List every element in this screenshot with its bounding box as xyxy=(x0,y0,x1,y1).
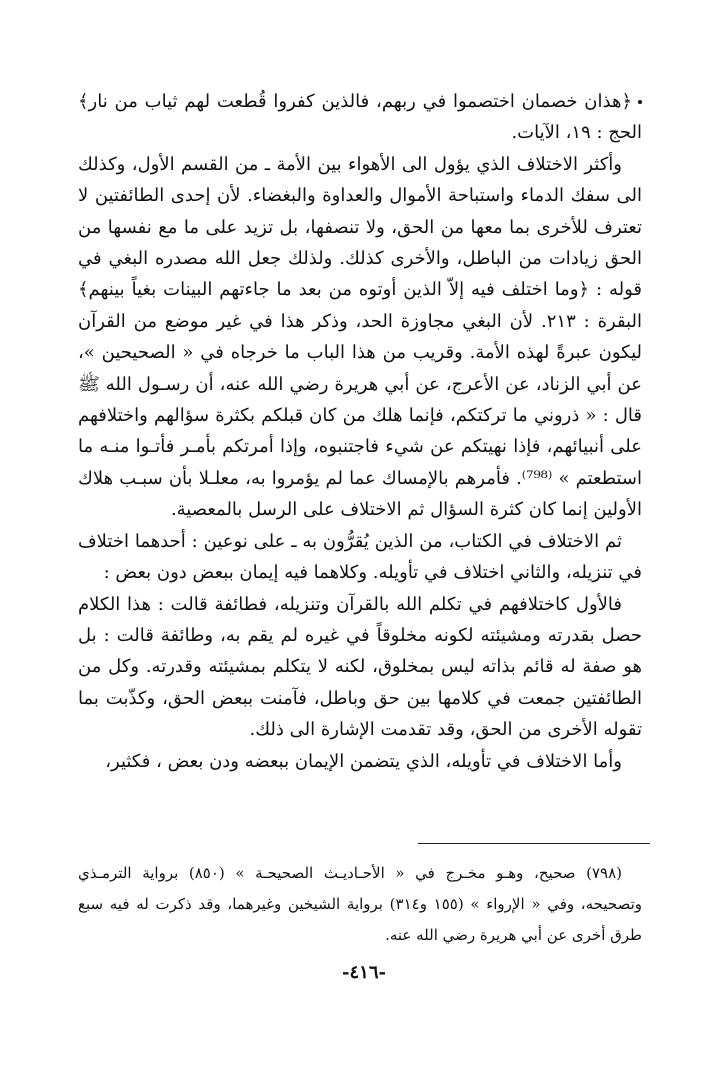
main-text xyxy=(78,86,642,777)
body-paragraph-2: ثم الاختلاف في الكتاب، من الذين يُقرُّون به ـ على نوعين : أحدهما اختلاف في تنزيله، والثاني اختلاف في تأويله. وكلاهما فيه إيمان ببعض دون بعض : xyxy=(78,530,642,584)
footnote-text: (٧٩٨) صحيح، وهـو مخـرج في « الأحـاديـث الصحيحـة » (٨٥٠) برواية الترمـذي وتصحيحه، وفي « الإرواء » (١٥٥ و٣١٤) برواية الشيخين وغيرهما، وقد ذكرت له فيه سبع طرق أخرى عن أبي هريرة رضي الله عنه. xyxy=(78,864,642,944)
quran-verse-text: ﴿هذان خصمان اختصموا في ربهم، فالذين كفروا قُطعت لهم ثياب من نار﴾ الحج : ١٩، الآيات. xyxy=(78,91,642,144)
body-paragraph-1: وأكثر الاختلاف الذي يؤول الى الأهواء بين الأمة ـ من القسم الأول، وكذلك الى سفك الدماء واستباحة الأموال والعداوة والبغضاء. لأن إحدى الطائفتين لا تعترف للأخرى بما معها من الحق، ولا تنصفها، بل تزيد على ما مع نفسها من الحق زيادات من الباطل، والأخرى كذلك. ولذلك جعل الله مصدره البغي في قوله : ﴿وما اختلف فيه إلاّ الذين أوتوه من بعد ما جاءتهم البينات بغياً بينهم﴾ البقرة : ٢١٣. لأن البغي مجاوزة الحد، وذكر هذا في غير موضع من القرآن ليكون عبرةً لهذه الأمة. وقريب من هذا الباب ما خرجاه في « الصحيحين »، عن أبي الزناد، عن الأعرج، عن أبي هريرة رضي الله عنه، أن رسـول الله ﷺ قال : « ذروني ما تركتكم، فإنما هلك من كان قبلكم بكثرة سؤالهم واختلافهم على أنبيائهم، فإذا نهيتكم عن شيء فاجتنبوه، وإذا أمرتكم بأمـر فأتـوا منـه ما استطعتم » ⁽⁷⁹⁸⁾. فأمرهم بالإمساك عما لم يؤمروا به، معلـلا بأن سبـب هلاك الأولين إنما كان كثرة السؤال ثم الاختلاف على الرسل بالمعصية. xyxy=(78,153,642,521)
footnote-divider xyxy=(418,843,650,844)
body-paragraph-3: فالأول كاختلافهم في تكلم الله بالقرآن وتنزيله، فطائفة قالت : هذا الكلام حصل بقدرته ومشيئته لكونه مخلوقاً في غيره لم يقم به، وطائفة قالت : بل هو صفة له قائم بذاته ليس بمخلوق، لكنه لا يتكلم بمشيئته وقدرته. وكل من الطائفتين جمعت في كلامها بين حق وباطل، فآمنت ببعض الحق، وكذّبت بما تقوله الأخرى من الحق، وقد تقدمت الإشارة الى ذلك. xyxy=(78,593,642,741)
body-paragraph-4: وأما الاختلاف في تأويله، الذي يتضمن الإيمان ببعضه ودن بعض ، فكثير، xyxy=(105,750,622,772)
footnote xyxy=(78,858,642,951)
bullet-dot-icon xyxy=(638,100,642,104)
page-number: -٤١٦- xyxy=(342,962,386,983)
quran-verse-paragraph xyxy=(78,86,642,149)
